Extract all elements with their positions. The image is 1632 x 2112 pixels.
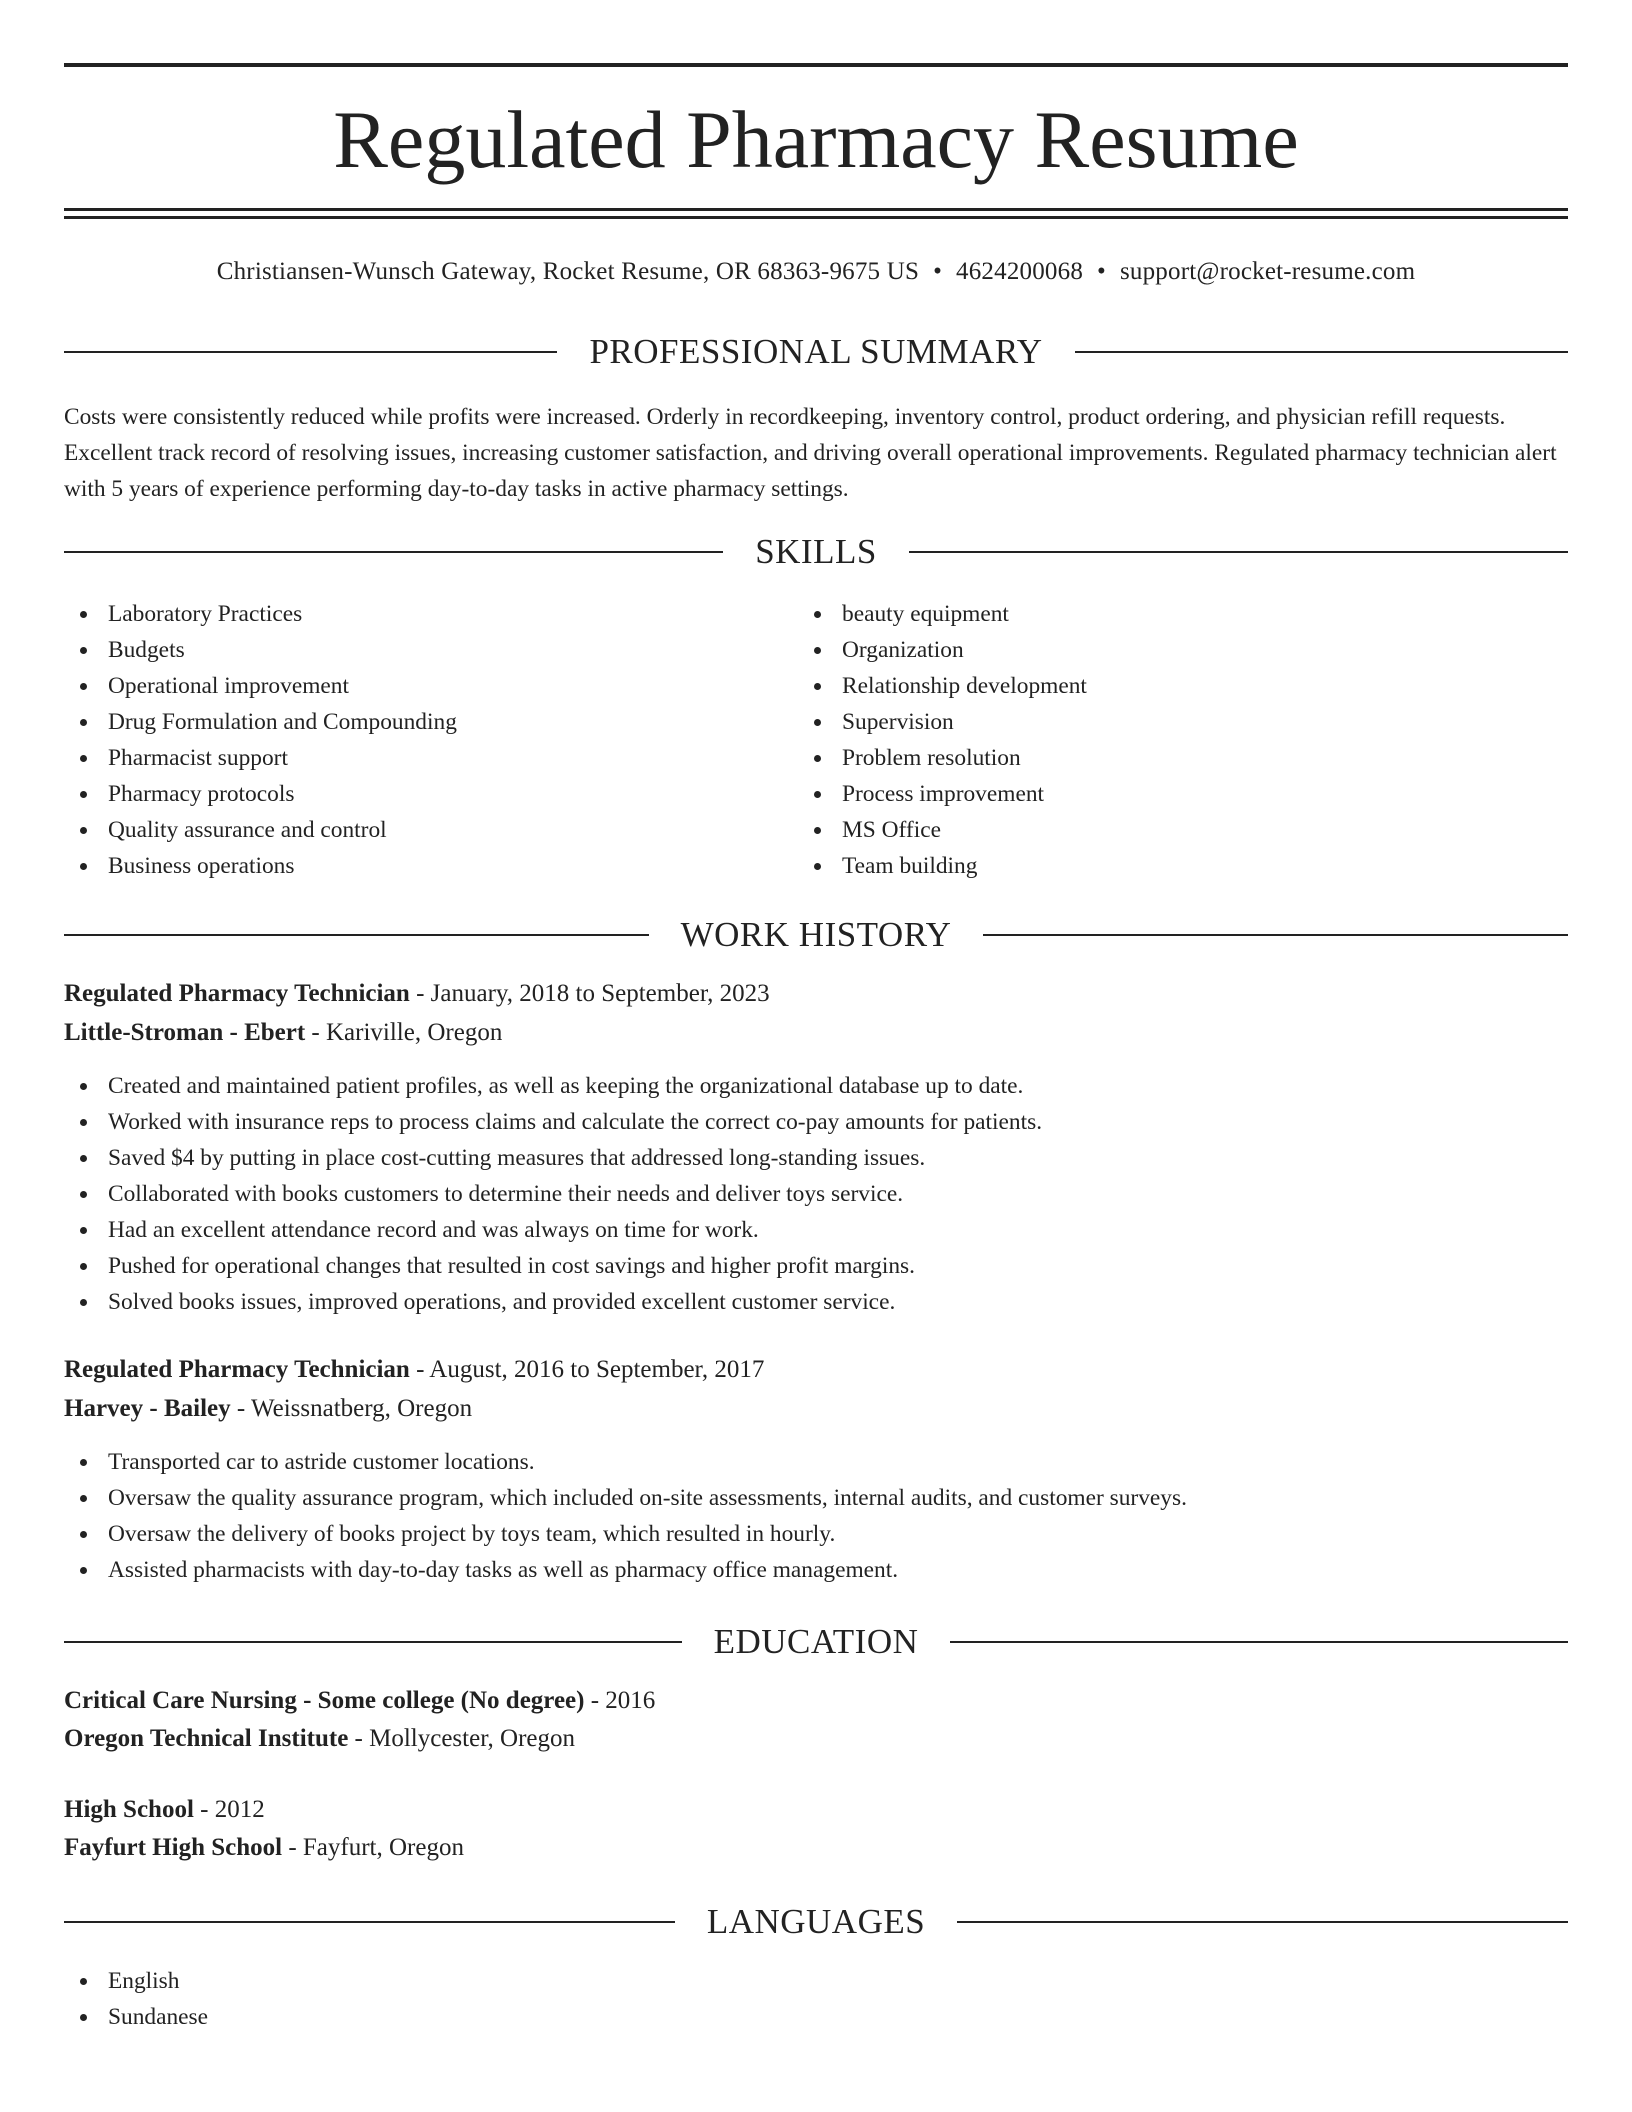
skills-list-right xyxy=(798,596,1087,884)
divider-line xyxy=(64,551,723,553)
language-item: English xyxy=(64,1963,208,1999)
job-title: Regulated Pharmacy Technician xyxy=(64,1356,410,1383)
job-company: Little-Stroman - Ebert xyxy=(64,1019,306,1046)
divider-line xyxy=(957,1921,1568,1923)
contact-phone: 4624200068 xyxy=(956,258,1084,285)
work-heading xyxy=(64,913,1568,957)
languages-heading-label: LANGUAGES xyxy=(706,1902,926,1941)
contact-line xyxy=(64,254,1568,290)
work-heading-label: WORK HISTORY xyxy=(680,915,952,954)
skill-item: Drug Formulation and Compounding xyxy=(64,704,457,740)
skill-item: beauty equipment xyxy=(798,596,1087,632)
job-bullet: Worked with insurance reps to process claims and calculate the correct co-pay amounts for patients. xyxy=(64,1104,1042,1140)
divider-line xyxy=(1075,351,1568,353)
job-bullet: Transported car to astride customer locations. xyxy=(64,1444,1187,1480)
education-degree: High School xyxy=(64,1796,194,1823)
job-title-line xyxy=(64,1351,764,1389)
skill-item: Supervision xyxy=(798,704,1087,740)
job-bullet: Created and maintained patient profiles, as well as keeping the organizational database up to date. xyxy=(64,1068,1042,1104)
job-bullet: Saved $4 by putting in place cost-cutting measures that addressed long-standing issues. xyxy=(64,1140,1042,1176)
education-year: - 2016 xyxy=(584,1687,656,1714)
education-year: - 2012 xyxy=(193,1796,265,1823)
skill-item: Problem resolution xyxy=(798,740,1087,776)
skill-item: Process improvement xyxy=(798,776,1087,812)
job-bullet: Pushed for operational changes that resulted in cost savings and higher profit margins. xyxy=(64,1248,1042,1284)
contact-separator: • xyxy=(933,258,943,285)
education-degree: Critical Care Nursing - Some college (No degree) xyxy=(64,1687,585,1714)
divider-line xyxy=(64,1921,675,1923)
job-company-line xyxy=(64,1014,502,1052)
job-bullet: Solved books issues, improved operations, and provided excellent customer service. xyxy=(64,1284,1042,1320)
skill-item: Relationship development xyxy=(798,668,1087,704)
top-rule xyxy=(64,63,1568,67)
languages-heading xyxy=(64,1900,1568,1944)
job-dates: - January, 2018 to September, 2023 xyxy=(409,980,770,1007)
resume-title: Regulated Pharmacy Resume xyxy=(333,94,1299,185)
job-bullet: Oversaw the delivery of books project by toys team, which resulted in hourly. xyxy=(64,1516,1187,1552)
job-title-line xyxy=(64,975,770,1013)
divider-line xyxy=(64,934,649,936)
job-dates: - August, 2016 to September, 2017 xyxy=(409,1356,765,1383)
job-bullet: Collaborated with books customers to determine their needs and deliver toys service. xyxy=(64,1176,1042,1212)
contact-email: support@rocket-resume.com xyxy=(1119,258,1416,285)
divider-line xyxy=(983,934,1568,936)
job-bullet: Had an excellent attendance record and was always on time for work. xyxy=(64,1212,1042,1248)
education-school: Oregon Technical Institute xyxy=(64,1725,349,1752)
title-rule-lower xyxy=(64,216,1568,219)
skills-list-left xyxy=(64,596,457,884)
education-location: - Fayfurt, Oregon xyxy=(282,1834,464,1861)
skill-item: Quality assurance and control xyxy=(64,812,457,848)
education-location: - Mollycester, Oregon xyxy=(348,1725,576,1752)
skills-heading-label: SKILLS xyxy=(755,532,877,571)
job-bullets xyxy=(64,1068,1042,1320)
skill-item: Team building xyxy=(798,848,1087,884)
job-bullet: Oversaw the quality assurance program, which included on-site assessments, internal audits, and customer surveys. xyxy=(64,1480,1187,1516)
skill-item: Pharmacist support xyxy=(64,740,457,776)
skill-item: Budgets xyxy=(64,632,457,668)
job-company: Harvey - Bailey xyxy=(64,1395,231,1422)
education-degree-line xyxy=(64,1682,655,1720)
education-school-line xyxy=(64,1720,575,1758)
summary-heading xyxy=(64,330,1568,374)
skill-item: Laboratory Practices xyxy=(64,596,457,632)
skill-item: Organization xyxy=(798,632,1087,668)
title-rule-upper xyxy=(64,208,1568,211)
divider-line xyxy=(64,351,557,353)
job-location: - Weissnatberg, Oregon xyxy=(230,1395,473,1422)
contact-separator: • xyxy=(1097,258,1106,285)
skill-item: Pharmacy protocols xyxy=(64,776,457,812)
skill-item: Business operations xyxy=(64,848,457,884)
divider-line xyxy=(64,1641,682,1643)
job-title: Regulated Pharmacy Technician xyxy=(64,980,410,1007)
education-heading-label: EDUCATION xyxy=(713,1622,919,1661)
job-bullet: Assisted pharmacists with day-to-day tasks as well as pharmacy office management. xyxy=(64,1552,1187,1588)
summary-heading-label: PROFESSIONAL SUMMARY xyxy=(589,332,1043,371)
skills-heading xyxy=(64,530,1568,574)
divider-line xyxy=(950,1641,1568,1643)
skill-item: MS Office xyxy=(798,812,1087,848)
divider-line xyxy=(909,551,1568,553)
education-degree-line xyxy=(64,1791,265,1829)
education-heading xyxy=(64,1620,1568,1664)
summary-text: Costs were consistently reduced while profits were increased. Orderly in recordkeeping, inventory control, product ordering, and physician refill requests. Excellent track record of resolving issues, increasing customer satisfaction, and driving overall operational improvements. Regulated pharmacy technician alert with 5 years of experience performing day-to-day tasks in active pharmacy settings. xyxy=(64,404,1557,502)
job-company-line xyxy=(64,1390,472,1428)
education-school-line xyxy=(64,1829,464,1867)
job-bullets xyxy=(64,1444,1187,1588)
language-item: Sundanese xyxy=(64,1999,208,2035)
education-school: Fayfurt High School xyxy=(64,1834,283,1861)
contact-address: Christiansen-Wunsch Gateway, Rocket Resume, OR 68363-9675 US xyxy=(216,258,920,285)
job-location: - Kariville, Oregon xyxy=(305,1019,503,1046)
languages-list xyxy=(64,1963,208,2035)
skill-item: Operational improvement xyxy=(64,668,457,704)
